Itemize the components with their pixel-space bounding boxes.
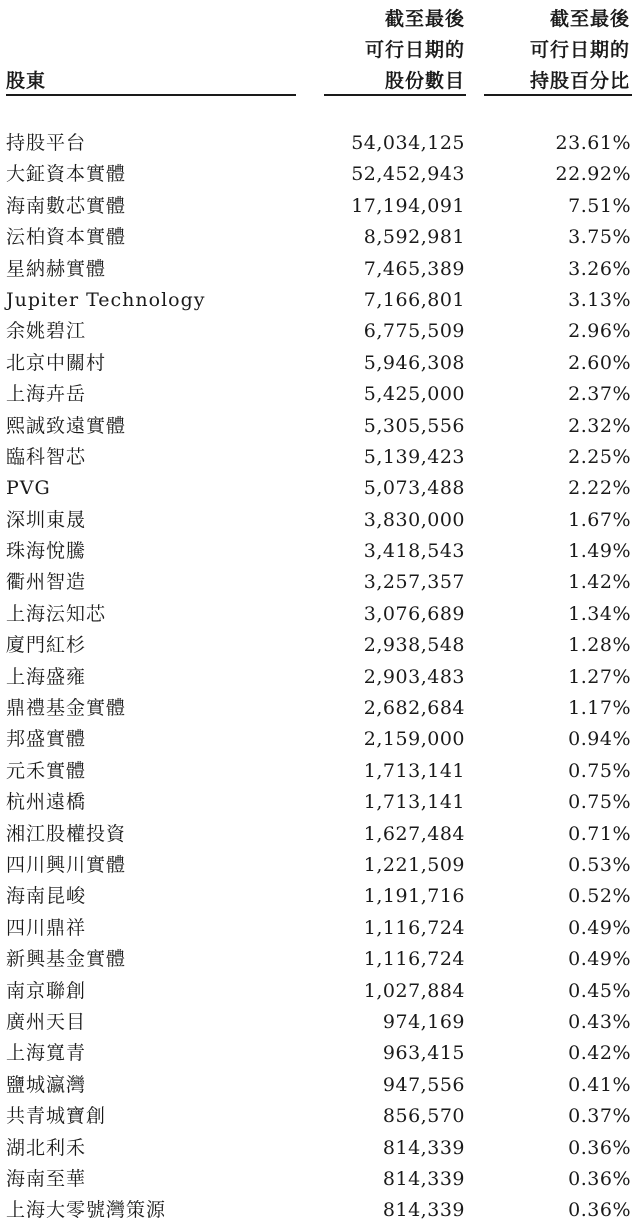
shareholder-name: 星納赫實體: [6, 257, 107, 280]
shareholding-percentage: 2.22%: [568, 477, 631, 500]
share-count: 3,257,357: [363, 571, 465, 594]
shareholder-name: 鼎禮基金實體: [6, 697, 127, 720]
shareholding-percentage: 2.25%: [568, 445, 631, 468]
percentage-column-header: [480, 4, 630, 97]
shareholding-percentage: 7.51%: [568, 194, 631, 217]
shareholder-name: 邦盛實體: [6, 728, 87, 751]
share-count: 1,191,716: [363, 885, 465, 908]
table-row: [0, 254, 640, 285]
shareholder-name: 廈門紅杉: [6, 634, 87, 657]
shareholder-name: 湘江股權投資: [6, 822, 127, 845]
pct-header-line: 持股百分比: [529, 70, 630, 92]
shareholder-name: 新興基金實體: [6, 948, 127, 971]
table-row: [0, 944, 640, 975]
shareholder-name: 南京聯創: [6, 979, 87, 1002]
shareholder-name: 廣州天目: [6, 1010, 87, 1033]
shareholder-name: 上海卉岳: [6, 383, 87, 406]
share-count: 5,073,488: [363, 477, 465, 500]
table-row: [0, 536, 640, 567]
share-count: 856,570: [382, 1105, 465, 1128]
shareholder-name: 上海大零號灣策源: [6, 1199, 167, 1222]
share-count: 1,116,724: [363, 916, 465, 939]
shareholding-percentage: 0.42%: [568, 1042, 631, 1065]
share-count: 5,139,423: [363, 445, 465, 468]
shareholding-percentage: 1.27%: [568, 665, 631, 688]
table-row: [0, 1101, 640, 1132]
share-count: 2,159,000: [363, 728, 465, 751]
share-count: 6,775,509: [363, 320, 465, 343]
shareholder-name: Jupiter Technology: [6, 288, 206, 311]
shareholder-name: 沄柏資本實體: [6, 226, 127, 249]
shareholding-percentage: 3.75%: [568, 226, 631, 249]
shareholding-percentage: 0.43%: [568, 1010, 631, 1033]
shareholding-percentage: 2.37%: [568, 383, 631, 406]
header-rule-shares: [324, 94, 466, 96]
shareholding-percentage: 0.75%: [568, 791, 631, 814]
shareholding-percentage: 0.49%: [568, 916, 631, 939]
table-row: [0, 1195, 640, 1226]
shareholding-percentage: 1.42%: [568, 571, 631, 594]
shareholding-percentage: 22.92%: [555, 163, 631, 186]
share-count: 1,713,141: [363, 791, 465, 814]
table-row: [0, 693, 640, 724]
share-count: 963,415: [382, 1042, 465, 1065]
table-row: [0, 1038, 640, 1069]
shareholding-percentage: 0.41%: [568, 1073, 631, 1096]
share-count: 1,116,724: [363, 948, 465, 971]
table-row: [0, 1133, 640, 1164]
shareholding-percentage: 0.53%: [568, 853, 631, 876]
shareholder-name: 元禾實體: [6, 759, 87, 782]
shareholder-name: 上海盛雍: [6, 665, 87, 688]
share-count: 5,425,000: [363, 383, 465, 406]
shareholder-name: 深圳東晟: [6, 508, 87, 531]
shareholder-name: 衢州智造: [6, 571, 87, 594]
shareholding-percentage: 0.75%: [568, 759, 631, 782]
table-row: [0, 1164, 640, 1195]
share-count: 3,830,000: [363, 508, 465, 531]
shareholder-name: 共青城寶創: [6, 1105, 107, 1128]
shareholder-name: 上海寬青: [6, 1042, 87, 1065]
shareholder-name: PVG: [6, 477, 51, 500]
shareholder-name: 湖北利禾: [6, 1136, 87, 1159]
table-row: [0, 505, 640, 536]
share-count: 17,194,091: [351, 194, 465, 217]
table-row: [0, 222, 640, 253]
share-count: 2,682,684: [363, 697, 465, 720]
shareholding-percentage: 1.17%: [568, 697, 631, 720]
share-count: 2,938,548: [363, 634, 465, 657]
shareholding-percentage: 0.36%: [568, 1167, 631, 1190]
shareholder-name: 海南至華: [6, 1167, 87, 1190]
header-rule-shareholder: [6, 94, 296, 96]
share-count: 54,034,125: [351, 132, 465, 154]
shareholding-percentage: 1.49%: [568, 540, 631, 563]
table-row: [0, 756, 640, 787]
shares-header-line: 可行日期的: [364, 39, 465, 61]
table-row: [0, 850, 640, 881]
table-row: [0, 128, 640, 159]
shareholding-percentage: 0.36%: [568, 1136, 631, 1159]
share-count: 52,452,943: [351, 163, 465, 186]
shareholder-name: 持股平台: [6, 132, 87, 154]
shareholding-percentage: 0.71%: [568, 822, 631, 845]
shareholder-name: 珠海悅騰: [6, 540, 87, 563]
share-count: 1,627,484: [363, 822, 465, 845]
share-count: 947,556: [382, 1073, 465, 1096]
shareholder-name: 四川鼎祥: [6, 916, 87, 939]
table-row: [0, 599, 640, 630]
shareholding-percentage: 0.94%: [568, 728, 631, 751]
table-row: [0, 411, 640, 442]
table-row: [0, 191, 640, 222]
table-row: [0, 1070, 640, 1101]
share-count: 814,339: [382, 1136, 465, 1159]
table-row: [0, 442, 640, 473]
shareholding-percentage: 0.36%: [568, 1199, 631, 1222]
share-count: 8,592,981: [363, 226, 465, 249]
table-row: [0, 630, 640, 661]
shareholder-name: 大鉦資本實體: [6, 163, 127, 186]
table-row: [0, 724, 640, 755]
shareholder-name: 臨科智芯: [6, 445, 87, 468]
share-count: 7,166,801: [363, 288, 465, 311]
shareholder-name: 四川興川實體: [6, 853, 127, 876]
shares-header-line: 股份數目: [384, 70, 465, 92]
shareholding-percentage: 0.37%: [568, 1105, 631, 1128]
share-count: 814,339: [382, 1199, 465, 1222]
table-row: [0, 316, 640, 347]
shareholder-column-header: 股東: [6, 70, 47, 92]
table-row: [0, 567, 640, 598]
shareholder-name: 杭州遠橋: [6, 791, 87, 814]
shareholder-name: 北京中關村: [6, 351, 107, 374]
shareholding-percentage: 23.61%: [555, 132, 631, 154]
shareholding-percentage: 2.60%: [568, 351, 631, 374]
shareholder-name: 海南昆峻: [6, 885, 87, 908]
table-row: [0, 285, 640, 316]
share-count: 974,169: [382, 1010, 465, 1033]
shareholding-percentage: 1.67%: [568, 508, 631, 531]
share-count: 1,713,141: [363, 759, 465, 782]
shares-column-header: [300, 4, 465, 97]
shareholding-percentage: 0.52%: [568, 885, 631, 908]
shareholding-percentage: 2.96%: [568, 320, 631, 343]
table-row: [0, 787, 640, 818]
header-rule-percentage: [484, 94, 632, 96]
shareholding-percentage: 3.26%: [568, 257, 631, 280]
share-count: 2,903,483: [363, 665, 465, 688]
share-count: 5,305,556: [363, 414, 465, 437]
pct-header-line: 可行日期的: [529, 39, 630, 61]
table-row: [0, 348, 640, 379]
pct-header-line: 截至最後: [549, 8, 630, 30]
share-count: 1,221,509: [363, 853, 465, 876]
table-row: [0, 1007, 640, 1038]
shareholder-name: 海南數芯實體: [6, 194, 127, 217]
share-count: 7,465,389: [363, 257, 465, 280]
table-row: [0, 159, 640, 190]
shareholding-percentage: 1.34%: [568, 602, 631, 625]
shareholder-name: 上海沄知芯: [6, 602, 107, 625]
share-count: 3,076,689: [363, 602, 465, 625]
table-row: [0, 473, 640, 504]
shareholding-percentage: 0.45%: [568, 979, 631, 1002]
table-row: [0, 662, 640, 693]
share-count: 1,027,884: [363, 979, 465, 1002]
table-row: [0, 819, 640, 850]
shareholding-percentage: 0.49%: [568, 948, 631, 971]
table-row: [0, 913, 640, 944]
table-row: [0, 379, 640, 410]
share-count: 814,339: [382, 1167, 465, 1190]
shareholder-name: 鹽城瀛灣: [6, 1073, 87, 1096]
table-header: [0, 0, 640, 98]
shareholder-name: 余姚碧江: [6, 320, 87, 343]
shareholding-percentage: 3.13%: [568, 288, 631, 311]
share-count: 5,946,308: [363, 351, 465, 374]
table-row: [0, 881, 640, 912]
shareholding-percentage: 2.32%: [568, 414, 631, 437]
shareholding-percentage: 1.28%: [568, 634, 631, 657]
share-count: 3,418,543: [363, 540, 465, 563]
shareholder-name: 熙誠致遠實體: [6, 414, 127, 437]
table-body: [0, 128, 640, 1227]
table-row: [0, 976, 640, 1007]
shares-header-line: 截至最後: [384, 8, 465, 30]
